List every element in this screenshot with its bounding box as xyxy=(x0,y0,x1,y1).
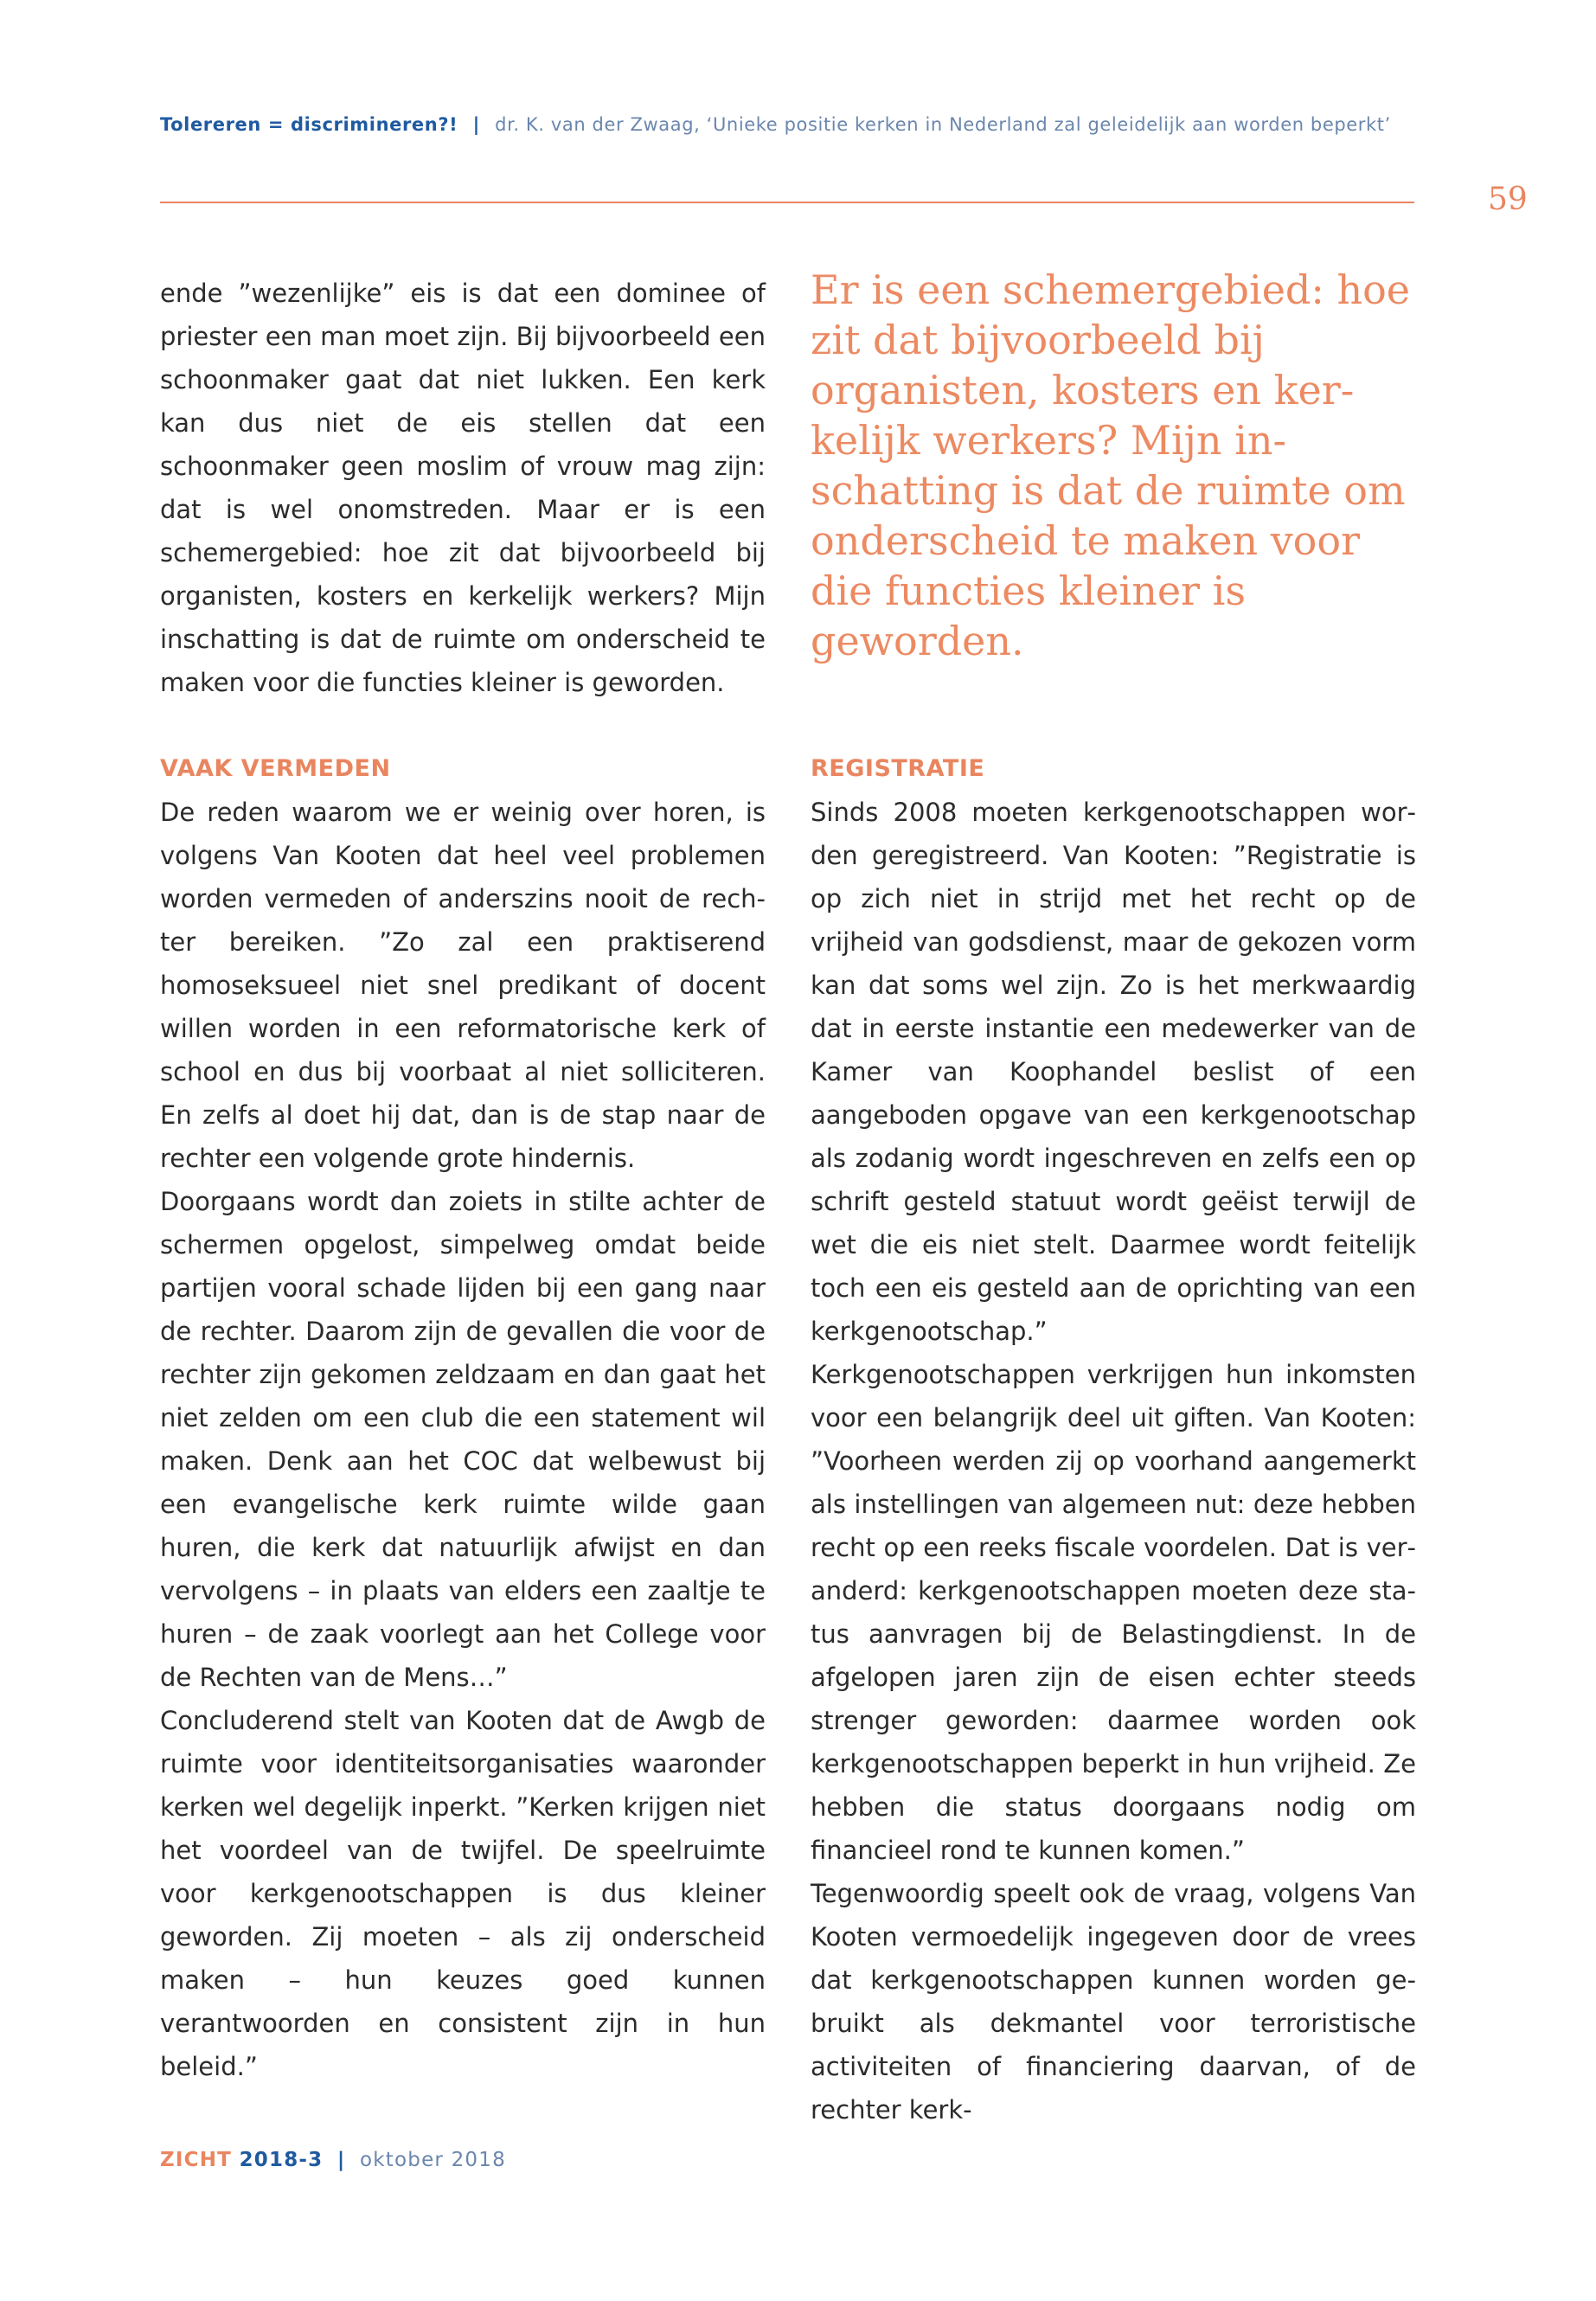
article-reference: dr. K. van der Zwaag, ‘Unieke positie kerken in Nederland zal geleidelijk aan worden beperkt’ xyxy=(495,114,1391,135)
intro-paragraph-column xyxy=(160,272,766,704)
intro-paragraph: ende ”wezenlijke” eis is dat een dominee of priester een man moet zijn. Bij bijvoorbeeld een schoonmaker gaat dat niet lukken. Een kerk kan dus niet de eis stellen dat een schoonmaker geen moslim of vrouw mag zijn: dat is wel onomstreden. Maar er is een schemergebied: hoe zit dat bijvoorbeeld bij organisten, kosters en kerkelijk werkers? Mijn inschatting is dat de ruimte om onderscheid te maken voor die functies kleiner is geworden. xyxy=(160,279,766,697)
footer-issue: 2018-3 xyxy=(239,2149,324,2171)
body-paragraph: Kerkgenootschappen verkrijgen hun inkomsten voor een belangrijk deel uit giften. Van Kooten: ”Voorheen werden zij op voorhand aangemerkt als instellingen van algemeen nut: deze hebben recht op een reeks fiscale voordelen. Dat is veranderd: kerkgenootschappen moeten deze status aanvragen bij de Belastingdienst. In de afgelopen jaren zijn de eisen echter steeds strenger geworden: daarmee worden ook kerkgenootschappen beperkt in hun vrijheid. Ze hebben die status doorgaans nodig om financieel rond te kunnen komen.” xyxy=(811,1360,1416,1865)
running-header xyxy=(160,114,1423,135)
section-vaak-vermeden xyxy=(160,747,766,2088)
magazine-section-title: Tolereren = discrimineren?! xyxy=(160,114,458,135)
section-registratie xyxy=(811,747,1416,2131)
header-rule xyxy=(160,202,1414,203)
pull-quote: Er is een schemergebied: hoe zit dat bijvoorbeeld bij organisten, kosters en kerkelijk werkers? Mijn inschatting is dat de ruimte om onderscheid te maken voor die functies kleiner is geworden. xyxy=(811,266,1411,664)
body-paragraph: Doorgaans wordt dan zoiets in stilte achter de schermen opgelost, simpelweg omdat beide partijen vooral schade lijden bij een gang naar de rechter. Daarom zijn de gevallen die voor de rechter zijn gekomen zeldzaam en dan gaat het niet zelden om een club die een statement wil maken. Denk aan het COC dat welbewust bij een evangelische kerk ruimte wilde gaan huren, die kerk dat natuurlijk afwijst en dan vervolgens – in plaats van elders een zaaltje te huren – de zaak voorlegt aan het College voor de Rechten van de Mens…” xyxy=(160,1187,766,1692)
footer-date: oktober 2018 xyxy=(359,2149,506,2171)
section-heading: VAAK VERMEDEN xyxy=(160,755,391,782)
section-heading: REGISTRATIE xyxy=(811,755,985,782)
page-number: 59 xyxy=(1488,182,1528,217)
footer-separator: | xyxy=(337,2149,346,2171)
body-paragraph: Concluderend stelt van Kooten dat de Awgb de ruimte voor identiteitsorganisaties waaronder kerken wel degelijk inperkt. ”Kerken krijgen niet het voordeel van de twijfel. De speelruimte voor kerkgenootschappen is dus kleiner geworden. Zij moeten – als zij onderscheid maken – hun keuzes goed kunnen verantwoorden en consistent zijn in hun beleid.” xyxy=(160,1706,766,2081)
body-paragraph: Tegenwoordig speelt ook de vraag, volgens Van Kooten vermoedelijk ingegeven door de vrees dat kerkgenootschappen kunnen worden gebruikt als dekmantel voor terroristische activiteiten of financiering daarvan, of de rechter kerk- xyxy=(811,1879,1416,2125)
body-paragraph: Sinds 2008 moeten kerkgenootschappen worden geregistreerd. Van Kooten: ”Registratie is op zich niet in strijd met het recht op de vrijheid van godsdienst, maar de gekozen vorm kan dat soms wel zijn. Zo is het merkwaardig dat in eerste instantie een medewerker van de Kamer van Koophandel beslist of een aangeboden opgave van een kerkgenootschap als zodanig wordt ingeschreven en zelfs een op schrift gesteld statuut wordt geëist terwijl de wet die eis niet stelt. Daarmee wordt feitelijk toch een eis gesteld aan de oprichting van een kerkgenootschap.” xyxy=(811,798,1416,1346)
body-paragraph: De reden waarom we er weinig over horen, is volgens Van Kooten dat heel veel problemen worden vermeden of anderszins nooit de rechter bereiken. ”Zo zal een praktiserend homoseksueel niet snel predikant of docent willen worden in een reformatorische kerk of school en dus bij voorbaat al niet solliciteren. En zelfs al doet hij dat, dan is de stap naar de rechter een volgende grote hindernis. xyxy=(160,798,766,1173)
page-footer xyxy=(160,2149,506,2171)
header-separator: | xyxy=(472,114,480,135)
footer-brand: ZICHT xyxy=(160,2149,233,2171)
